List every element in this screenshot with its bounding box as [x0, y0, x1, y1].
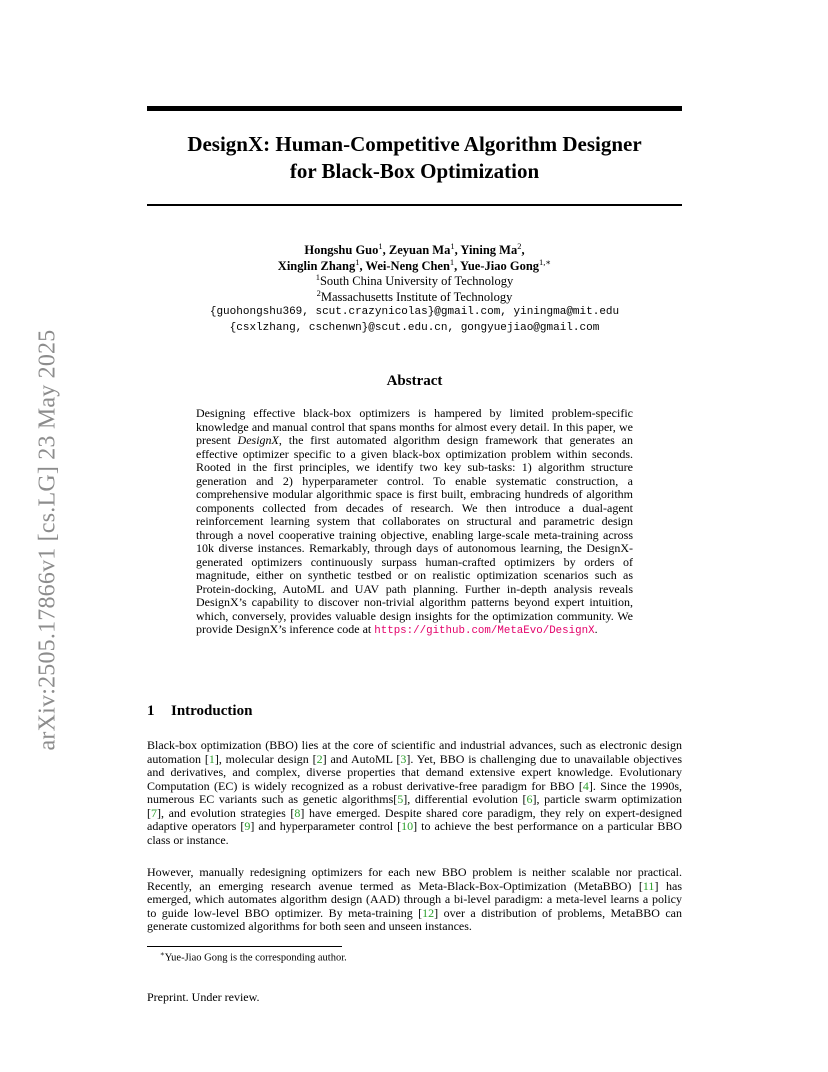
preprint-note: Preprint. Under review.: [147, 990, 260, 1004]
arxiv-stamp: arXiv:2505.17866v1 [cs.LG] 23 May 2025: [34, 329, 61, 751]
title-top-rule: [147, 106, 682, 111]
author-name: Wei-Neng Chen: [365, 258, 450, 273]
affiliation-2: $^2$Massachusetts Institute of Technology: [316, 287, 513, 304]
citation-link[interactable]: 1: [208, 751, 215, 766]
title-bottom-rule: [147, 204, 682, 206]
title-line-1: DesignX: Human-Competitive Algorithm Designer: [187, 132, 642, 156]
author-names-line-1: Hongshu Guo$^1$, Zeyuan Ma$^1$, Yining Ma$^2$,: [304, 240, 525, 257]
section-heading-introduction: [147, 703, 252, 720]
author-affiliation-mark: 1: [378, 240, 383, 251]
title-line-2: for Black-Box Optimization: [289, 159, 540, 183]
citation-link[interactable]: 12: [422, 905, 435, 920]
author-name: Zeyuan Ma: [388, 243, 451, 257]
citation-link[interactable]: 7: [151, 805, 157, 820]
citation-link[interactable]: 4: [582, 778, 589, 793]
citation-link[interactable]: 6: [526, 792, 533, 806]
citation-link[interactable]: 2: [316, 751, 323, 766]
author-name: Xinglin Zhang: [277, 258, 356, 273]
footnote: ∗Yue-Jiao Gong is the corresponding author.: [160, 950, 347, 964]
email-line-1: {guohongshu369, scut.crazynicolas}@gmail.com, yiningma@mit.edu: [209, 306, 620, 318]
citation-link[interactable]: 11: [642, 878, 655, 893]
abstract-body: Designing effective black-box optimizers is hampered by limited problem-specific knowledge and manual control that spans months for almost every detail. In this paper, we present DesignX, the first automated algorithm design framework that generates an effective optimizer specific to a given black-box optimization problem within seconds. Rooted in the first principles, we identify two key sub-tasks: 1) algorithm structure generation and 2) hyperparameter control. To enable systematic construction, a comprehensive modular algorithmic space is first built, embracing hundreds of algorithm components collected from decades of research. We then introduce a dual-agent reinforcement learning system that collaborates on structural and parametric design through a novel cooperative training objective, enabling large-scale meta-training across 10k diverse instances. Remarkably, through days of autonomous learning, the DesignX-generated optimizers continuously surpass human-crafted optimizers by orders of magnitude, either on synthetic testbed or on realistic optimization scenarios such as Protein-docking, AutoML and UAV path planning. Further in-depth analysis reveals DesignX’s capability to discover non-trivial algorithm patterns beyond expert intuition, which, conversely, provides valuable design insights for the optimization community. We provide DesignX’s inference code at https://github.com/MetaEvo/DesignX.: [196, 406, 633, 637]
citation-link[interactable]: 5: [397, 792, 404, 806]
author-name: Hongshu Guo: [304, 243, 379, 257]
citation-link[interactable]: 9: [244, 819, 251, 833]
abstract-heading: Abstract: [386, 373, 443, 389]
affiliation-1: $^1$South China University of Technology: [315, 271, 514, 288]
citation-link[interactable]: 3: [400, 751, 407, 766]
introduction-paragraph-2: However, manually redesigning optimizers for each new BBO problem is neither scalable nor practical. Recently, an emerging research avenue termed as Meta-Black-Box-Optimization (MetaBBO) [11] has emerged, which automates algorithm design (AAD) through a bi-level paradigm: a meta-level learns a policy to guide low-level BBO optimizer. By meta-training [12] over a distribution of problems, MetaBBO can generate customized algorithms for both seen and unseen instances.: [147, 865, 683, 933]
author-affiliation-mark: 1: [355, 256, 360, 267]
paper-title: [147, 131, 682, 185]
author-affiliation-mark: 2: [517, 240, 522, 251]
author-names-line-2: Xinglin Zhang$^1$, Wei-Neng Chen$^1$, Yue-Jiao Gong$^{1,∗}$: [277, 256, 552, 273]
author-name: Yining Ma: [460, 243, 518, 257]
citation-link[interactable]: 10: [401, 819, 414, 833]
author-block: [147, 240, 682, 336]
author-affiliation-mark: 1: [449, 256, 455, 267]
author-affiliation-mark: 1,∗: [539, 256, 552, 267]
email-line-2: {csxlzhang, cschenwn}@scut.edu.cn, gongyuejiao@gmail.com: [229, 321, 600, 334]
footnote-rule: [147, 946, 342, 947]
author-affiliation-mark: 1: [450, 240, 455, 251]
author-name: Yue-Jiao Gong: [459, 258, 540, 273]
designx-emphasis: DesignX: [237, 433, 279, 447]
introduction-paragraph-1: Black-box optimization (BBO) lies at the core of scientific and industrial advances, such as electronic design automation [1], molecular design [2] and AutoML [3]. Yet, BBO is challenging due to unavailable objectives and derivatives, and complex, diverse properties that demand extensive expert knowledge. Evolutionary Computation (EC) is widely recognized as a robust derivative-free paradigm for BBO [4]. Since the 1990s, numerous EC variants such as genetic algorithms[5], differential evolution [6], particle swarm optimization [7], and evolution strategies [8] have emerged. Despite shared core paradigm, they rely on expert-designed adaptive operators [9] and hyperparameter control [10] to achieve the best performance on a particular BBO class or instance.: [147, 738, 683, 847]
citation-link[interactable]: 8: [294, 805, 301, 820]
github-link[interactable]: https://github.com/MetaEvo/DesignX: [374, 625, 595, 637]
section-title: Introduction: [171, 703, 253, 719]
section-number: 1: [147, 703, 155, 719]
